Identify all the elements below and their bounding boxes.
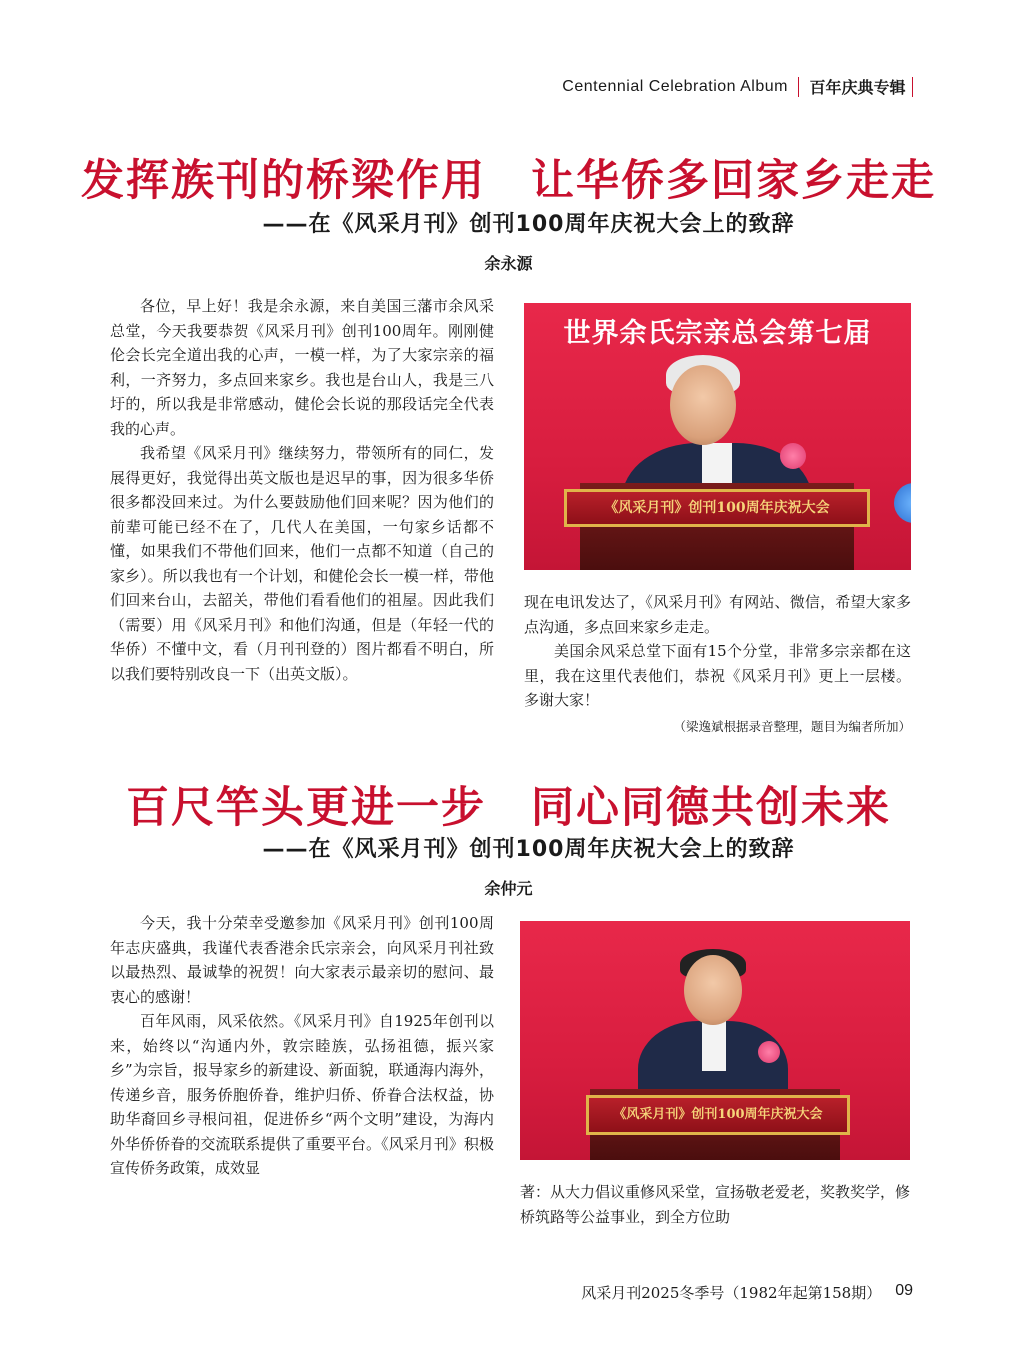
issue-info: 风采月刊2025冬季号（1982年起第158期） [581,1284,882,1302]
article1-subtitle: ——在《风采月刊》创刊100周年庆祝大会上的致辞 [262,212,795,237]
article1-paragraph: 现在电讯发达了，《风采月刊》有网站、微信，希望大家多点沟通，多点回来家乡走走。 [524,593,911,636]
article2-paragraph: 著：从大力倡议重修风采堂，宣扬敬老爱老，奖教奖学，修桥筑路等公益事业，到全方位助 [520,1183,911,1226]
header-divider [798,77,800,97]
article1-paragraph: 各位，早上好！我是余永源，来自美国三藩市余风采总堂，今天我要恭贺《风采月刊》创刊100周年。刚刚健伦会长完全道出我的心声，一模一样，为了大家宗亲的福利，一齐努力，多点回来家乡。我也是台山人，我是三八圩的，所以我是非常感动，健伦会长说的那段话完全代表我的心声。 [110,297,494,438]
page-footer [581,1282,913,1303]
article1-author: 余永源 [484,254,533,273]
podium-plaque: 《风采月刊》创刊100周年庆祝大会 [564,489,870,527]
article2-subtitle: ——在《风采月刊》创刊100周年庆祝大会上的致辞 [262,837,795,862]
speaker-shirt [702,1021,726,1071]
article2-right-column [520,1180,910,1229]
section-title-en: Centennial Celebration Album [562,77,788,95]
speaker-head [684,955,742,1025]
decoration [894,483,911,523]
article2-author: 余仲元 [484,879,533,898]
header-divider-end [912,77,914,97]
podium-plaque: 《风采月刊》创刊100周年庆祝大会 [586,1095,850,1135]
section-header [562,75,913,98]
section-title-zh: 百年庆典专辑 [809,78,906,97]
article2-photo [520,921,910,1160]
page-number: 09 [895,1282,913,1299]
article1-right-column [524,590,911,739]
article2-left-column [110,911,494,1181]
speaker-head [670,365,736,445]
article1-credit: （梁逸斌根据录音整理，题目为编者所加） [673,718,911,734]
article1-photo [524,303,911,570]
article2-paragraph: 今天，我十分荣幸受邀参加《风采月刊》创刊100周年志庆盛典，我谨代表香港余氏宗亲会，向风采月刊社致以最热烈、最诚挚的祝贺！向大家表示最亲切的慰问、最衷心的感谢！ [110,914,494,1006]
article1-paragraph: 我希望《风采月刊》继续努力，带领所有的同仁，发展得更好，我觉得出英文版也是迟早的事，因为很多华侨很多都没回来过。为什么要鼓励他们回来呢？因为他们的前辈可能已经不在了，几代人在美国，一句家乡话都不懂，如果我们不带他们回来，他们一点都不知道（自己的家乡）。所以我也有一个计划，和健伦会长一模一样，带他们回来台山，去韶关，带他们看看他们的祖屋。因此我们（需要）用《风采月刊》和他们沟通，但是（年轻一代的华侨）不懂中文，看（月刊刊登的）图片都看不明白，所以我们要特别改良一下（出英文版）。 [110,444,494,683]
corsage [758,1041,780,1063]
article1-paragraph: 美国余风采总堂下面有15个分堂，非常多宗亲都在这里，我在这里代表他们，恭祝《风采月刊》更上一层楼。多谢大家！ [524,642,911,709]
article1-title: 发挥族刊的桥梁作用 让华侨多回家乡走走 [81,156,936,206]
photo-banner-text: 世界余氏宗亲总会第七届 [563,318,872,349]
corsage [780,443,806,469]
article2-title: 百尺竿头更进一步 同心同德共创未来 [126,783,891,833]
article1-left-column [110,294,494,686]
article2-paragraph: 百年风雨，风采依然。《风采月刊》自1925年创刊以来，始终以“沟通内外，敦宗睦族，弘扬祖德，振兴家乡”为宗旨，报导家乡的新建设、新面貌，联通海内海外，传递乡音，服务侨胞侨眷，维护归侨、侨眷合法权益，协助华裔回乡寻根问祖，促进侨乡“两个文明”建设，为海内外华侨侨眷的交流联系提供了重要平台。《风采月刊》积极宣传侨务政策，成效显 [110,1012,494,1177]
